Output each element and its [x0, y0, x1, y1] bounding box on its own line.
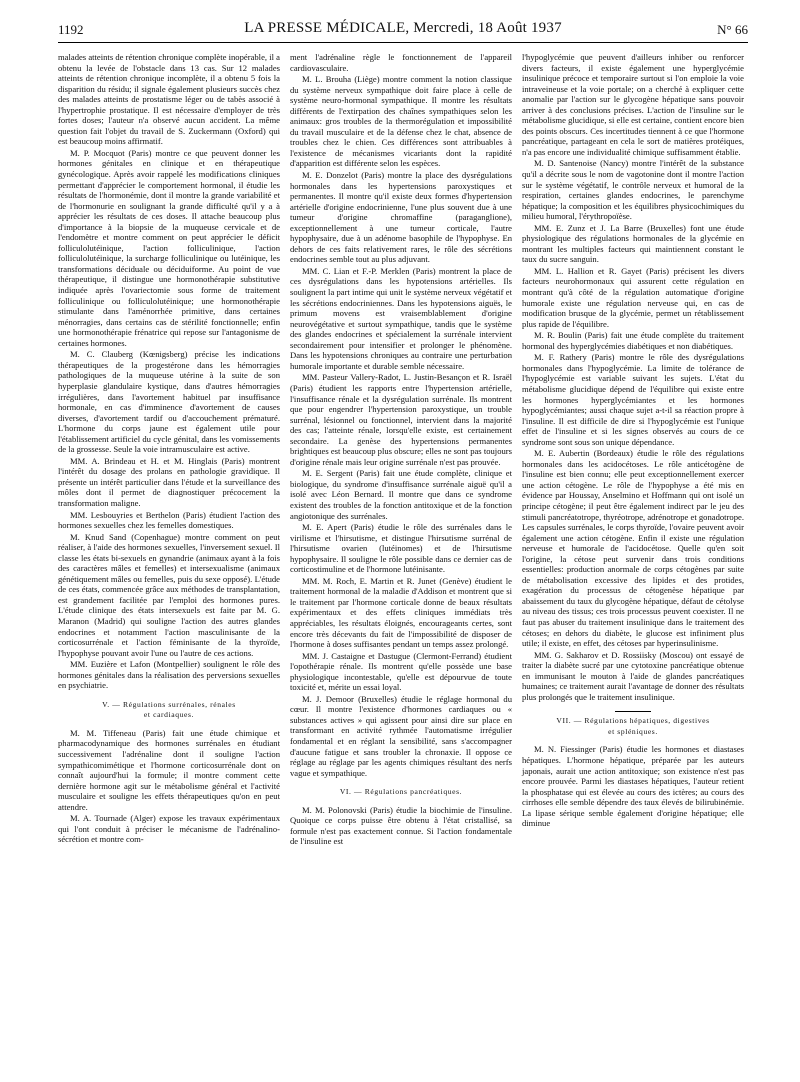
paragraph: M. D. Santenoise (Nancy) montre l'intérêt de la substance qu'il a décrite sous le nom de vagotonine dont il montre l'action sur le système végétatif, le contrôle nerveux et humoral de la respiration, certaines glandes endocrines, le parenchyme hépatique; la composition et les équilibres physicochimiques du milieu humoral, l'érythropoïèse. — [522, 158, 744, 222]
paragraph: MM. A. Brindeau et H. et M. Hinglais (Paris) montrent l'intérêt du dosage des prolans en pathologie gravidique. Il présente un intérêt particulier dans l'étude et la surveillance des môles dont il permet de diagnostiquer précocement la transformation maligne. — [58, 455, 280, 508]
section-title-line: et spléniques. — [608, 726, 658, 736]
paragraph: l'hypoglycémie que peuvent d'ailleurs inhiber ou renforcer divers facteurs, il existe également une hyperglycémie insulinique précoce et temporaire surtout si l'on emploie la voie intraveineuse et la voie portale; on a cherché à expliquer cette anomalie par l'action sur le glycogène hépatique sans pouvoir arriver à des conclusions précises. L'action de l'insuline sur le métabolisme glucidique, si elle est certaine, contient encore bien des points obscurs. Ces incertitudes tiennent à ce que l'hormone pancréatique, partageant en cela le sort de matières protéiques, n'a pas encore une individualité chimique suffisamment établie. — [522, 52, 744, 157]
paragraph: malades atteints de rétention chronique complète inopérable, il a obtenu la levée de l'obstacle dans 13 cas. Sur 12 malades atteints de rétention chronique incomplète, il a obtenu 5 fois la disparition du résidu; il signale également plusieurs succès chez des malades atteints de prostatisme léger ou de tabès associé à l'hypertrophie prostatique. Il est nécessaire d'employer de très fortes doses; l'auteur n'a observé aucun accident. La même question fait l'objet du travail de S. Zuckermann (Oxford) qui est beaucoup moins affirmatif. — [58, 52, 280, 147]
paragraph: M. P. Mocquot (Paris) montre ce que peuvent donner les hormones génitales en clinique et en thérapeutique gynécologique. Après avoir rappelé les modifications cliniques permettant d'apprécier le comportement hormonal, il étudie les résultats de l'hormonémie, dont il montre la grande variabilité et de l'hormonurie en soulignant la grande difficulté qu'il y a à apprécier les résultats de ces doses. Il attache beaucoup plus d'importance à la biopsie de la muqueuse cervicale et de l'endomètre et montre comment on peut apprécier le déficit folliculolutéinique, l'action folliculinique, l'action folliculolutéinique, la surcharge folliculinique ou lutéinique, les transformations déciduale ou déciduiforme. Au point de vue thérapeutique, il distingue une hormonothérapie substitutive indiquée après l'ovariectomie sous forme de traitement folliculinique ou folliculolutéinique; une hormonothérapie stimulante dans l'aménorrhée primitive, dans certaines ménorragies, dans certains cas de stérilité fonctionnelle; enfin une hormonothérapie frénatrice qui repose sur l'antagonisme de certaines hormones. — [58, 147, 280, 348]
paragraph: MM. Lesbouyries et Berthelon (Paris) étudient l'action des hormones sexuelles chez les femelles domestiques. — [58, 509, 280, 531]
section-title-line: V. — Régulations surrénales, rénales — [102, 699, 236, 709]
section-title-line: et cardiaques. — [143, 710, 195, 720]
paragraph: M. E. Sergent (Paris) fait une étude complète, clinique et biologique, du syndrome d'insuffisance surrénale aiguë qu'il a isolé avec Léon Bernard. Il montre que dans ce syndrome existent des troubles de la fonction antitoxique et de la fonction angiotonique des surrénales. — [290, 468, 512, 521]
section-heading-vi — [290, 787, 512, 798]
paragraph: MM. Euzière et Lafon (Montpellier) soulignent le rôle des hormones génitales dans la réalisation des perversions sexuelles en psychiatrie. — [58, 659, 280, 691]
section-heading-vii — [522, 711, 744, 737]
paragraph: M. M. Tiffeneau (Paris) fait une étude chimique et pharmacodynamique des hormones surrénales en étudiant successivement l'adrénaline dont il souligne l'action sympathicomimétique et l'hormone corticosurrénale dont on connaît aujourd'hui la formule; il montre comment cette dernière hormone agit sur le métabolisme général et l'activité musculaire et souligne les effets thérapeutiques qu'on en peut attendre. — [58, 727, 280, 812]
page-number: 1192 — [58, 22, 84, 37]
column-2 — [290, 52, 512, 848]
paragraph: M. E. Apert (Paris) étudie le rôle des surrénales dans le virilisme et l'hirsutisme, et distingue l'hirsutisme surrénal de l'hirsutisme ovarien (lutéinomes) et de l'hirsutisme hypophysaire. Il souligne le rôle possible dans ce dernier cas de corticostimuline et de l'hormone lutéinisante. — [290, 522, 512, 575]
paragraph: M. Knud Sand (Copenhague) montre comment on peut réaliser, à l'aide des hormones sexuelles, l'inversement sexuel. Il classe les états bi-sexuels en gynandrie (animaux ayant à la fois des caractères mâles et femelles) et intersexualisme (animaux génétiquement mâles ou femelles, puis du sexe opposé). L'étude de ces états, commencée grâce aux méthodes de transplantation, est grandement facilitée par l'emploi des hormones pures. L'étude clinique des états intersexuels est faite par M. G. Maranon (Madrid) qui souligne l'action des autres glandes endocrines et notamment l'action masculinisante de la corticosurrénale et l'action féminisante de la thyroïde, l'hypophyse pouvant avoir l'une ou l'autre de ces actions. — [58, 531, 280, 658]
paragraph: M. M. Polonovski (Paris) étudie la biochimie de l'insuline. Quoique ce corps puisse être obtenu à l'état cristallisé, sa formule n'est pas exactement connue. Si l'action fondamentale de l'insuline est — [290, 804, 512, 847]
paragraph: M. E. Aubertin (Bordeaux) étudie le rôle des régulations hormonales dans les acidocétoses. Le rôle anticétogène de l'insuline est bien connu; elle peut exceptionnellement exercer une action cétogène. Le rôle de l'hypophyse a été mis en évidence par Houssay, Anselmino et Hoffmann qui ont isolé un principe cétogène; il peut être également indirect par le jeu des stimuli pancréatotrope, thyréotrope, adrénotrope et gonadotrope. Les capsules surrénales, le corps thyroïde, l'ovaire peuvent avoir également une action cétogène. Enfin il existe une régulation nerveuse et humorale de l'acidocétose. Quelle qu'en soit l'origine, la cétose peut survenir dans trois conditions essentielles: production anormale de corps cétogènes par suite de métabolisation excessive des lipides et des protides, exagération du processus de cétogenèse hépatique par abaissement du taux du glycogène hépatique, défaut de cétolyse au niveau des tissus; ces trois processus peuvent coexister. Il ne faut pas abuser du traitement insulinique dans le traitement des cétoses; en dehors du diabète, le glucose est infiniment plus utile; il existe, en effet, des cétoses par hyperinsulinisme. — [522, 448, 744, 649]
section-title-line: VII. — Régulations hépatiques, digestives — [556, 716, 710, 726]
page-header — [58, 18, 748, 44]
paragraph: MM. G. Sakharov et D. Rossiisky (Moscou) ont essayé de traiter la diabète sucré par une cytotoxine pancréatique obtenue en immunisant le mouton à l'aide de glandes pancréatiques humaines; ce traitement aurait l'avantage de donner des résultats plus prolongés que le traitement insulinique. — [522, 649, 744, 702]
issue-number: N° 66 — [717, 22, 748, 37]
section-title-line: VI. — Régulations pancréatiques. — [339, 787, 463, 797]
column-3 — [522, 52, 744, 830]
paragraph: M. E. Donzelot (Paris) montre la place des dysrégulations hormonales dans les hypertensions paroxystiques et permanentes. Il montre qu'il existe deux formes d'hypertension artérielle d'origine endocrinienne, l'une plus souvent due à une tumeur d'origine chromaffine (paraganglione), exceptionnellement à une tumeur corticale, l'autre hypophysaire, due à un adénome basophile de l'hypophyse. En dehors de ces faits relativement rares, le rôle des sécrétions endocrines semble tout au plus adjuvant. — [290, 170, 512, 265]
journal-title: LA PRESSE MÉDICALE, Mercredi, 18 Août 1937 — [244, 20, 562, 36]
section-heading-v — [58, 700, 280, 721]
paragraph: M. J. Demoor (Bruxelles) étudie le réglage hormonal du cœur. Il montre l'existence d'hormones cardiaques ou « substances actives » qui agissent pour ainsi dire sur place en transformant en activité rythmée l'automatisme irrégulier fondamental et en réglant la sensibilité, sans s'accompagner d'aucune fatigue et sans troubler la chronaxie. Il oppose ce réglage au réglage par les agents chimiques résultant des nerfs vague et sympathique. — [290, 693, 512, 778]
paragraph: MM. C. Lian et F.-P. Merklen (Paris) montrent la place de ces dysrégulations dans les hypotensions artérielles. Ils soulignent la part intime qui unit le système nerveux végétatif et les sécrétions endocriniennes. Dans les hypotensions aiguës, le primum movens est vraisemblablement d'origine neurovégétative et surtout sympathique, tandis que le système des glandes endocrines et spécialement la surrénale intervient secondairement pour intensifier et prolonger le phénomène. Dans les hypotensions chroniques au contraire une perturbation humorale importante et durable semble nécessaire. — [290, 265, 512, 371]
paragraph: MM. L. Hallion et R. Gayet (Paris) précisent les divers facteurs neurohormonaux qui assurent cette régulation en montrant qu'à côté de la régulation automatique d'origine humorale existe une régulation nerveuse qui, en cas de modification brusque de la glycémie, permet un rétablissement plus rapide de l'équilibre. — [522, 265, 744, 329]
paragraph: M. C. Clauberg (Kœnigsberg) précise les indications thérapeutiques de la progestérone dans les hémorragies pathologiques de la muqueuse utérine à la suite de son hyperplasie glandulaire kystique, dans d'autres hémorragies irrégulières, dans l'avortement habituel par insuffisance hormonale, en cas d'imminence d'avortement de causes diverses, d'avortement tardif ou d'accouchement prématuré. L'hormone du corps jaune est également utile pour l'établissement artificiel du cycle génital, dans les vomissements de la grossesse. Seule la voie intramusculaire est active. — [58, 349, 280, 455]
paragraph: MM. M. Roch, E. Martin et R. Junet (Genève) étudient le traitement hormonal de la maladie d'Addison et montrent que si le traitement par l'hormone corticale donne de beaux résultats expérimentaux et des effets cliniques immédiats très appréciables, les résultats éloignés, encourageants certes, sont encore très décevants du fait de l'impossibilité de disposer de l'hormone à doses suffisantes pendant un temps assez prolongé. — [290, 575, 512, 650]
paragraph: M. F. Rathery (Paris) montre le rôle des dysrégulations hormonales dans l'hypoglycémie. La limite de tolérance de l'hypoglycémie est variable suivant les sujets. L'état du métabolisme glucidique dépend de l'équilibre qui existe entre les hormones hyperglycémiantes et les hormones hypoglycémiantes; aussi chaque sujet a-t-il sa réaction propre à l'insuline. Il est difficile de dire si l'hypoglycémie est l'unique effet de l'insuline et si les signes observés au cours de ce syndrome sont sous son unique dépendance. — [522, 352, 744, 447]
header-rule — [58, 42, 748, 43]
paragraph: MM. Pasteur Vallery-Radot, L. Justin-Besançon et R. Israël (Paris) étudient les rapports entre l'hypertension artérielle, l'insuffisance rénale et la dysrégulation surrénale. Ils montrent que pour engendrer l'hypertension paroxystique, un trouble surrénal, lésionnel ou fonctionnel, intervient dans la majorité des cas; l'atteinte rénale, lorsqu'elle existe, est certainement secondaire. La genèse des hypertensions permanentes brightiques est beaucoup plus obscure; elles ne sont pas toujours d'origine rénale mais leur origine surrénale n'est pas prouvée. — [290, 372, 512, 467]
paragraph: M. A. Tournade (Alger) expose les travaux expérimentaux qui l'ont conduit à préciser le mécanisme de l'adrénalino-sécrétion et montre com- — [58, 813, 280, 845]
paragraph: MM. E. Zunz et J. La Barre (Bruxelles) font une étude physiologique des régulations hormonales de la glycémie en montrant les multiples facteurs qui maintiennent constant le taux du sucre sanguin. — [522, 222, 744, 265]
paragraph: ment l'adrénaline règle le fonctionnement de l'appareil cardiovasculaire. — [290, 52, 512, 73]
column-1 — [58, 52, 280, 846]
paragraph: MM. J. Castaigne et Dastugue (Clermont-Ferrand) étudient l'opothérapie rénale. Ils montrent qu'elle possède une base physiologique incontestable, qu'elle est dépourvue de toute toxicité et, mérite un essai loyal. — [290, 650, 512, 693]
paragraph: M. R. Boulin (Paris) fait une étude complète du traitement hormonal des hyperglycémies diabétiques et non diabétiques. — [522, 330, 744, 351]
paragraph: M. N. Fiessinger (Paris) étudie les hormones et diastases hépatiques. L'hormone hépatique, préparée par les auteurs japonais, aurait une action antitoxique; son existence n'est pas encore prouvée. Parmi les diastases hépatiques, l'auteur retient la phosphatase qui est élevée au cours des ictères; au cours des cirrhoses elle semble dépendre des taux élevés de bilirubinémie. La lipase sérique semble également d'origine hépatique; elle diminue — [522, 744, 744, 829]
paragraph: M. L. Brouha (Liège) montre comment la notion classique du système nerveux sympathique doit faire place à celle de système neuro-hormonal sympathique. Il montre les résultats différents de l'extirpation des chaînes sympathiques selon les animaux: gros troubles de la thermorégulation et impossibilité du travail musculaire et de la défense chez le chat, absence de troubles chez le chien. Ces différences sont attribuables à l'existence de mécanismes vicariants dont la rapidité d'apparition est différente selon les espèces. — [290, 74, 512, 169]
